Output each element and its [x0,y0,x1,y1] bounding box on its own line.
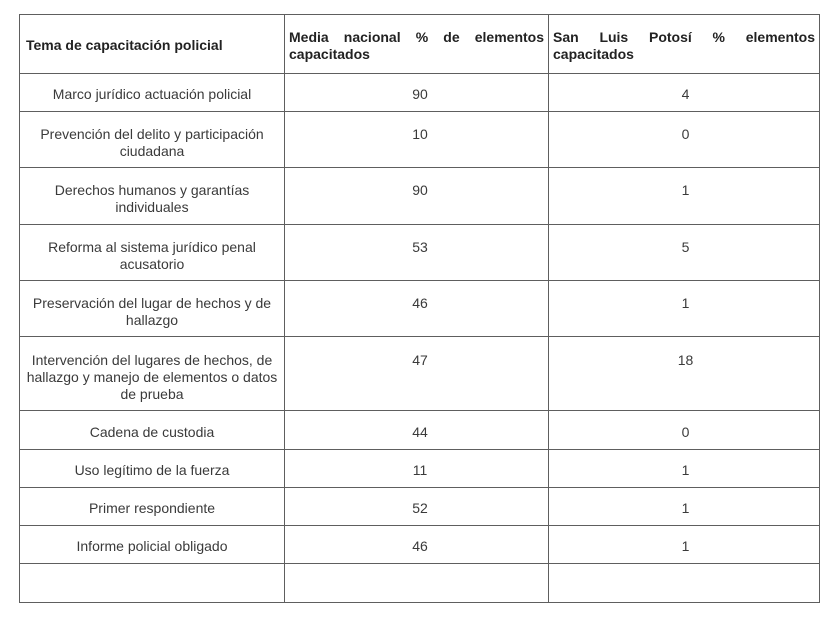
national-value: 90 [412,182,428,198]
table-row [20,488,820,526]
slp-value-cell [549,450,820,488]
slp-value: 1 [681,500,690,516]
table-row [20,411,820,450]
national-value: 53 [412,239,428,255]
training-table-container [19,14,820,603]
table-row [20,526,820,564]
national-value: 47 [412,352,428,368]
national-value: 10 [412,126,428,142]
slp-value: 18 [677,352,694,368]
topic-cell: Intervención del lugares de hechos, de hallazgo y manejo de elementos o datos de prueba [20,337,285,411]
slp-value-cell [549,488,820,526]
table-row [20,450,820,488]
slp-value-cell [549,112,820,168]
national-value-cell [285,225,549,281]
national-value-cell [285,337,549,411]
table-row [20,74,820,112]
topic-cell: Marco jurídico actuación policial [20,74,285,112]
topic-cell: Reforma al sistema jurídico penal acusatorio [20,225,285,281]
table-header-row [20,15,820,74]
topic-cell: Preservación del lugar de hechos y de hallazgo [20,281,285,337]
slp-value-cell [549,281,820,337]
national-value: 46 [412,295,428,311]
national-value-cell [285,450,549,488]
slp-value: 0 [681,126,690,142]
national-value-cell [285,112,549,168]
topic-cell: Prevención del delito y participación ciudadana [20,112,285,168]
topic-cell: Informe policial obligado [20,526,285,564]
table-row [20,281,820,337]
empty-cell [549,564,820,603]
empty-cell [285,564,549,603]
slp-value: 1 [681,182,690,198]
table-row [20,225,820,281]
national-value-cell [285,281,549,337]
national-value: 90 [412,86,428,102]
slp-value-cell [549,168,820,225]
training-table [19,14,820,603]
national-value: 52 [412,500,428,516]
slp-value-cell [549,526,820,564]
slp-value: 1 [681,295,690,311]
national-value: 44 [412,424,428,440]
slp-value-cell [549,225,820,281]
table-row [20,337,820,411]
topic-cell: Cadena de custodia [20,411,285,450]
national-value-cell [285,74,549,112]
slp-value: 5 [681,239,690,255]
table-row-empty [20,564,820,603]
topic-cell: Primer respondiente [20,488,285,526]
header-san-luis-potosi: San Luis Potosí % elementos capacitados [549,15,820,74]
topic-cell: Uso legítimo de la fuerza [20,450,285,488]
national-value-cell [285,488,549,526]
table-row [20,168,820,225]
slp-value: 4 [681,86,690,102]
slp-value-cell [549,411,820,450]
national-value-cell [285,526,549,564]
national-value: 11 [412,462,428,478]
slp-value: 1 [681,462,690,478]
slp-value: 0 [681,424,690,440]
slp-value-cell [549,337,820,411]
empty-cell [20,564,285,603]
topic-cell: Derechos humanos y garantías individuales [20,168,285,225]
table-row [20,112,820,168]
slp-value-cell [549,74,820,112]
national-value-cell [285,168,549,225]
header-topic: Tema de capacitación policial [20,15,285,74]
national-value-cell [285,411,549,450]
slp-value: 1 [681,538,690,554]
national-value: 46 [412,538,428,554]
header-national-average: Media nacional % de elementos capacitados [285,15,549,74]
